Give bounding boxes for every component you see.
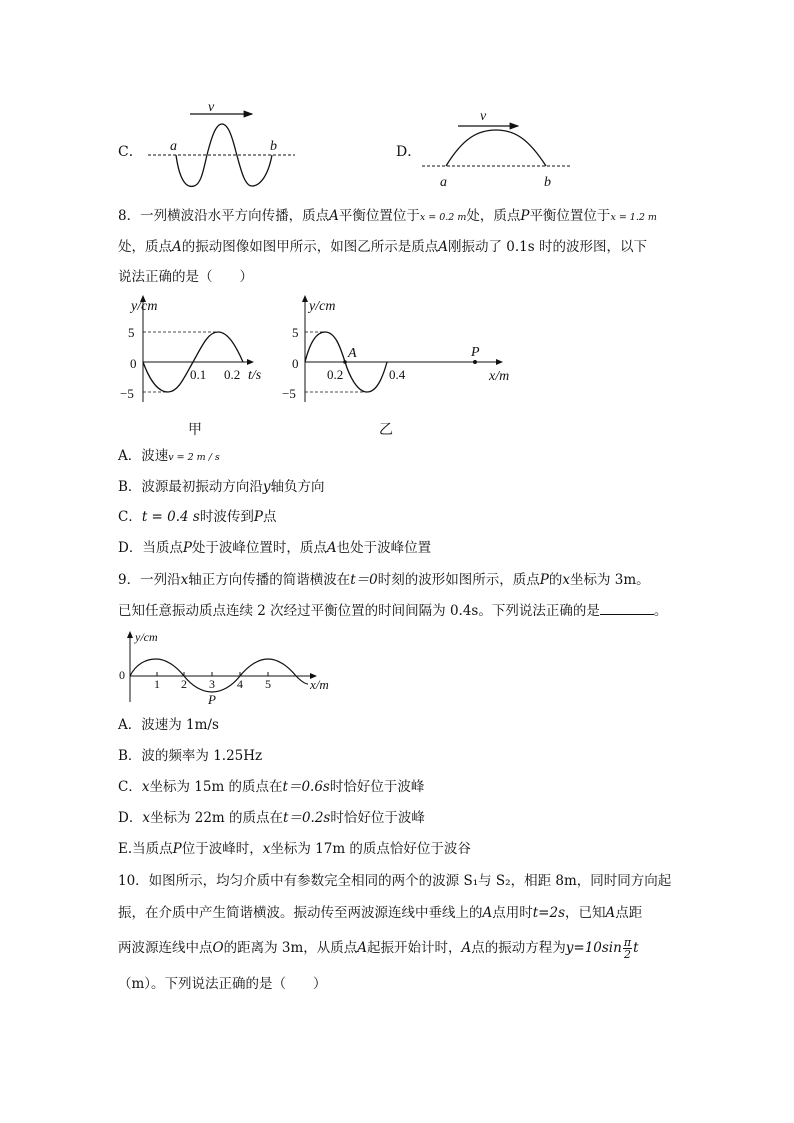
x-axis-label: x/m: [489, 369, 510, 384]
equation-fraction: $\frac{\pi}{2}$: [623, 936, 632, 961]
velocity-label: v: [480, 109, 487, 124]
point-a-label: A: [348, 346, 357, 361]
q10-line3: 两波源连线中点O的距离为 3m，从质点A起振开始计时，A点的振动方程为y=10sin $\frac{\pi}{2}$ t: [118, 936, 639, 961]
x-tick-3: 3: [209, 677, 215, 691]
option-d-wave-figure: [418, 104, 578, 196]
q9-wave-figure: [116, 626, 346, 708]
answer-blank: [600, 602, 654, 615]
point-a-label: a: [440, 175, 447, 190]
q10-line4: （m）。下列说法正确的是（ ）: [118, 976, 327, 992]
y-tick-0: 0: [130, 356, 137, 371]
wave-curve: [446, 130, 546, 166]
q8-line2: 处，质点A的振动图像如图甲所示，如图乙所示是质点A刚振动了 0.1s 时的波形图，以下: [118, 239, 647, 255]
q9-option-e: E.当质点P位于波峰时，x坐标为 17m 的质点恰好位于波谷: [118, 841, 471, 857]
q8-line1: 8．一列横波沿水平方向传播，质点A平衡位置位于x = 0.2 m处，质点P平衡位置位于x = 1.2 m: [118, 208, 657, 224]
option-c-label: C．: [118, 144, 143, 160]
x-tick-0.2: 0.2: [327, 367, 344, 382]
x-tick-4: 4: [237, 677, 243, 691]
q8-figure-yi: [282, 290, 532, 440]
t-tick-0.1: 0.1: [190, 367, 207, 382]
x-axis-label: x/m: [310, 677, 329, 692]
q9-line1: 9．一列沿x轴正方向传播的简谐横波在t＝0时刻的波形如图所示，质点P的x坐标为 3m。: [118, 572, 650, 588]
x-tick-1: 1: [154, 677, 160, 691]
q9-option-b: B．波的频率为 1.25Hz: [118, 748, 263, 764]
q10-line1: 10．如图所示，均匀介质中有参数完全相同的两个的波源 S₁与 S₂，相距 8m，同时同方向起: [118, 873, 672, 889]
y-axis-label: y/cm: [131, 299, 158, 314]
y-tick-5: 5: [292, 325, 299, 340]
t-tick-0.2: 0.2: [224, 367, 241, 382]
figure-caption-yi: 乙: [379, 423, 393, 438]
y-tick-0: 0: [292, 356, 299, 371]
q8-option-c: C．t = 0.4 s时波传到P点: [118, 509, 277, 525]
q8-figure-jia: [118, 290, 278, 440]
origin-label: 0: [119, 668, 125, 682]
option-d-label: D．: [396, 144, 422, 160]
q9-option-d: D．x坐标为 22m 的质点在t＝0.2s时恰好位于波峰: [118, 810, 425, 826]
y-axis-label: y/cm: [135, 630, 158, 644]
q9-option-c: C．x坐标为 15m 的质点在t＝0.6s时恰好位于波峰: [118, 779, 425, 795]
q9-line2: 已知任意振动质点连续 2 次经过平衡位置的时间间隔为 0.4s。下列说法正确的是 。: [118, 603, 668, 619]
y-tick-neg5: −5: [120, 386, 134, 401]
x-tick-0.4: 0.4: [389, 367, 406, 382]
q9-option-a: A．波速为 1m/s: [118, 717, 219, 733]
y-axis-label: y/cm: [309, 299, 336, 314]
t-axis-label: t/s: [248, 368, 262, 383]
q10-line2: 振，在介质中产生简谐横波。振动传至两波源连线中垂线上的A点用时t=2s，已知A点距: [118, 905, 643, 921]
q8-option-b: B．波源最初振动方向沿y轴负方向: [118, 479, 325, 495]
option-c-wave-figure: [140, 96, 300, 196]
equation: y=10sin: [565, 940, 622, 956]
velocity-label: v: [208, 100, 215, 115]
point-p-dot: [473, 360, 477, 364]
point-b-label: b: [544, 175, 551, 190]
y-tick-neg5: −5: [282, 386, 296, 401]
q8-line3: 说法正确的是（ ）: [118, 269, 253, 285]
q8-option-d: D．当质点P处于波峰位置时，质点A也处于波峰位置: [118, 540, 432, 556]
x-tick-2: 2: [181, 677, 187, 691]
point-a-dot: [343, 360, 347, 364]
q8-option-a: A．波速v = 2 m / s: [118, 448, 220, 464]
point-b-label: b: [270, 139, 277, 154]
figure-caption-jia: 甲: [188, 423, 202, 438]
point-p-label: P: [471, 345, 480, 360]
x-tick-5: 5: [265, 677, 271, 691]
y-tick-5: 5: [128, 325, 135, 340]
point-a-label: a: [170, 139, 177, 154]
point-p-label: P: [208, 692, 216, 707]
